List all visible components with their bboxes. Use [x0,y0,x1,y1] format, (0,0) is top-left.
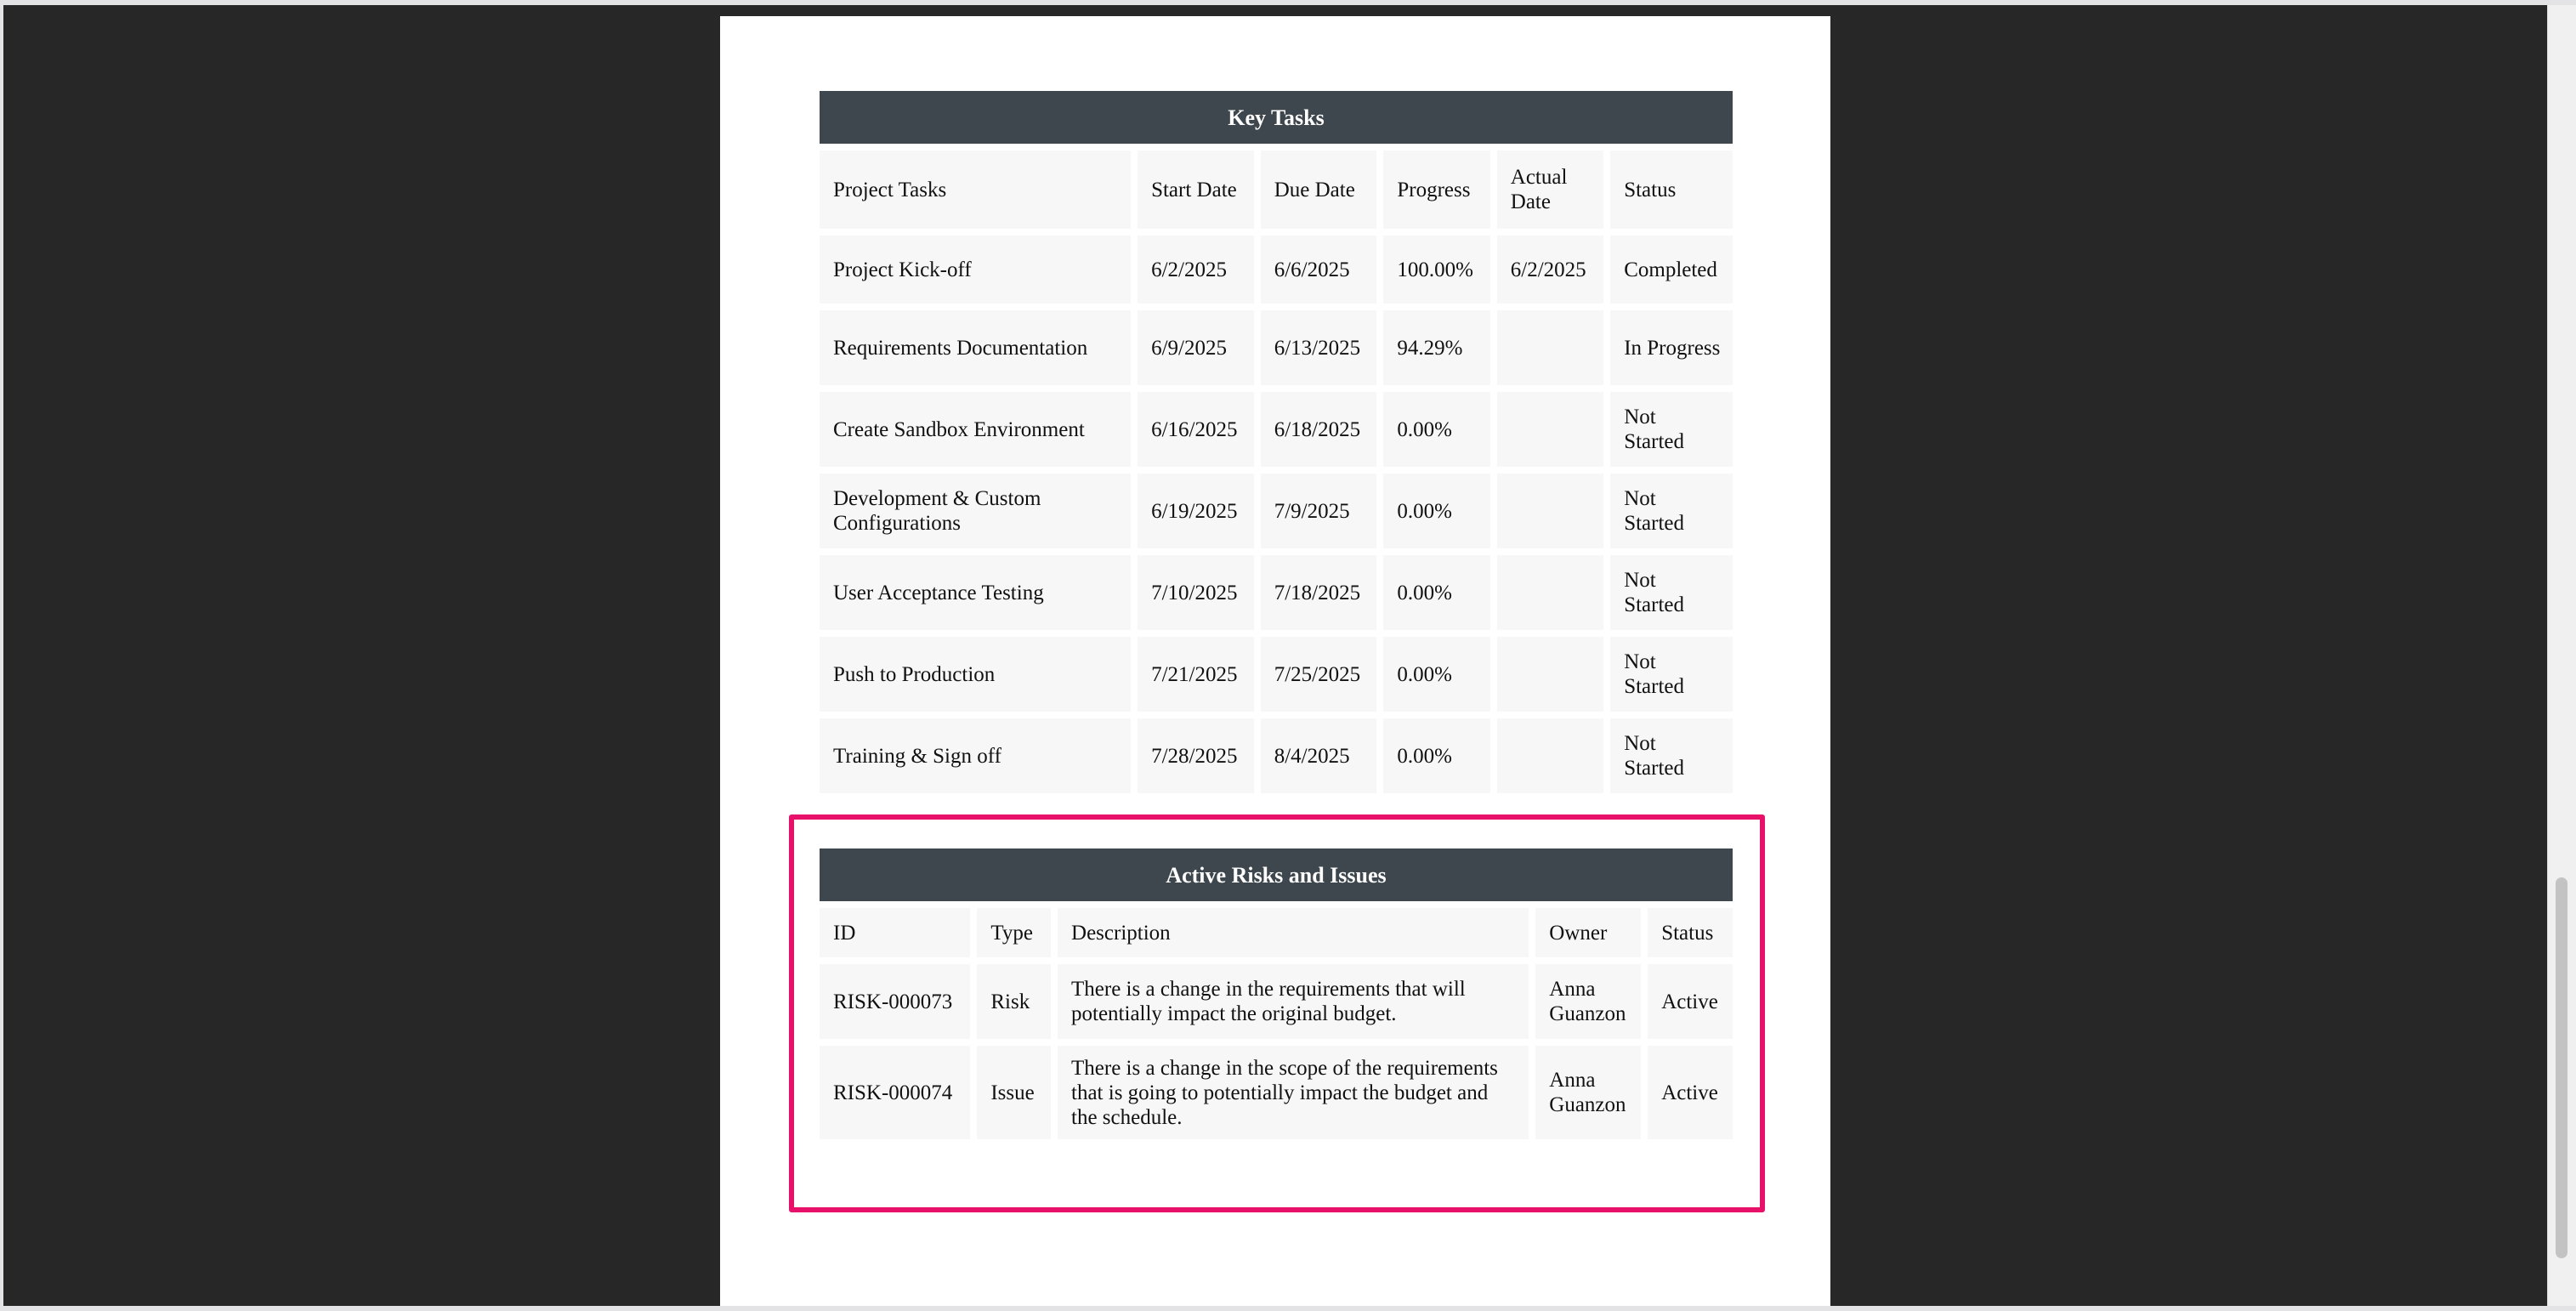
progress-cell: 0.00% [1383,392,1489,467]
document-page [720,16,1830,1306]
column-header: Description [1058,908,1529,957]
status-cell: Not Started [1610,474,1733,548]
actual-date-cell [1497,718,1603,793]
status-cell: Not Started [1610,637,1733,712]
vertical-scrollbar[interactable] [2547,5,2576,1306]
actual-date-cell [1497,474,1603,548]
active-risks-table [813,842,1739,1146]
progress-cell: 100.00% [1383,236,1489,304]
risk-type-cell: Issue [977,1046,1051,1139]
progress-cell: 0.00% [1383,474,1489,548]
key-tasks-table [813,84,1739,800]
actual-date-cell [1497,310,1603,385]
task-name-cell: Development & Custom Configurations [820,474,1131,548]
risk-type-cell: Risk [977,964,1051,1039]
risk-description-cell: There is a change in the requirements that will potentially impact the original budget. [1058,964,1529,1039]
table-row [820,392,1733,467]
status-cell: Not Started [1610,718,1733,793]
task-name-cell: Requirements Documentation [820,310,1131,385]
column-header: Type [977,908,1051,957]
actual-date-cell [1497,392,1603,467]
status-cell: In Progress [1610,310,1733,385]
due-date-cell: 7/9/2025 [1261,474,1377,548]
table-row [820,718,1733,793]
task-name-cell: User Acceptance Testing [820,555,1131,630]
column-header: Project Tasks [820,150,1131,229]
start-date-cell: 7/10/2025 [1138,555,1254,630]
table-row [820,964,1733,1039]
column-header: Start Date [1138,150,1254,229]
actual-date-cell: 6/2/2025 [1497,236,1603,304]
risk-owner-cell: Anna Guanzon [1535,964,1641,1039]
column-header: Due Date [1261,150,1377,229]
due-date-cell: 6/6/2025 [1261,236,1377,304]
risk-status-cell: Active [1648,964,1733,1039]
risk-id-cell: RISK-000073 [820,964,970,1039]
column-header: Owner [1535,908,1641,957]
column-header: ID [820,908,970,957]
risk-id-cell: RISK-000074 [820,1046,970,1139]
progress-cell: 0.00% [1383,555,1489,630]
status-cell: Not Started [1610,555,1733,630]
actual-date-cell [1497,555,1603,630]
column-header: Status [1648,908,1733,957]
status-cell: Not Started [1610,392,1733,467]
column-header: Actual Date [1497,150,1603,229]
risk-owner-cell: Anna Guanzon [1535,1046,1641,1139]
active-risks-title: Active Risks and Issues [820,848,1733,901]
due-date-cell: 8/4/2025 [1261,718,1377,793]
due-date-cell: 7/25/2025 [1261,637,1377,712]
actual-date-cell [1497,637,1603,712]
start-date-cell: 6/19/2025 [1138,474,1254,548]
start-date-cell: 7/28/2025 [1138,718,1254,793]
table-row [820,236,1733,304]
due-date-cell: 6/18/2025 [1261,392,1377,467]
status-cell: Completed [1610,236,1733,304]
progress-cell: 94.29% [1383,310,1489,385]
due-date-cell: 7/18/2025 [1261,555,1377,630]
task-name-cell: Training & Sign off [820,718,1131,793]
due-date-cell: 6/13/2025 [1261,310,1377,385]
start-date-cell: 6/16/2025 [1138,392,1254,467]
risk-status-cell: Active [1648,1046,1733,1139]
progress-cell: 0.00% [1383,637,1489,712]
table-header-row [820,150,1733,229]
table-row [820,637,1733,712]
start-date-cell: 6/2/2025 [1138,236,1254,304]
start-date-cell: 7/21/2025 [1138,637,1254,712]
start-date-cell: 6/9/2025 [1138,310,1254,385]
table-row [820,555,1733,630]
scrollbar-thumb[interactable] [2556,877,2567,1258]
table-row [820,474,1733,548]
task-name-cell: Project Kick-off [820,236,1131,304]
column-header: Progress [1383,150,1489,229]
table-row [820,310,1733,385]
key-tasks-title: Key Tasks [820,91,1733,144]
document-viewer [3,5,2547,1306]
column-header: Status [1610,150,1733,229]
task-name-cell: Push to Production [820,637,1131,712]
task-name-cell: Create Sandbox Environment [820,392,1131,467]
table-row [820,1046,1733,1139]
table-header-row [820,908,1733,957]
progress-cell: 0.00% [1383,718,1489,793]
risk-description-cell: There is a change in the scope of the requirements that is going to potentially impact the budget and the schedule. [1058,1046,1529,1139]
